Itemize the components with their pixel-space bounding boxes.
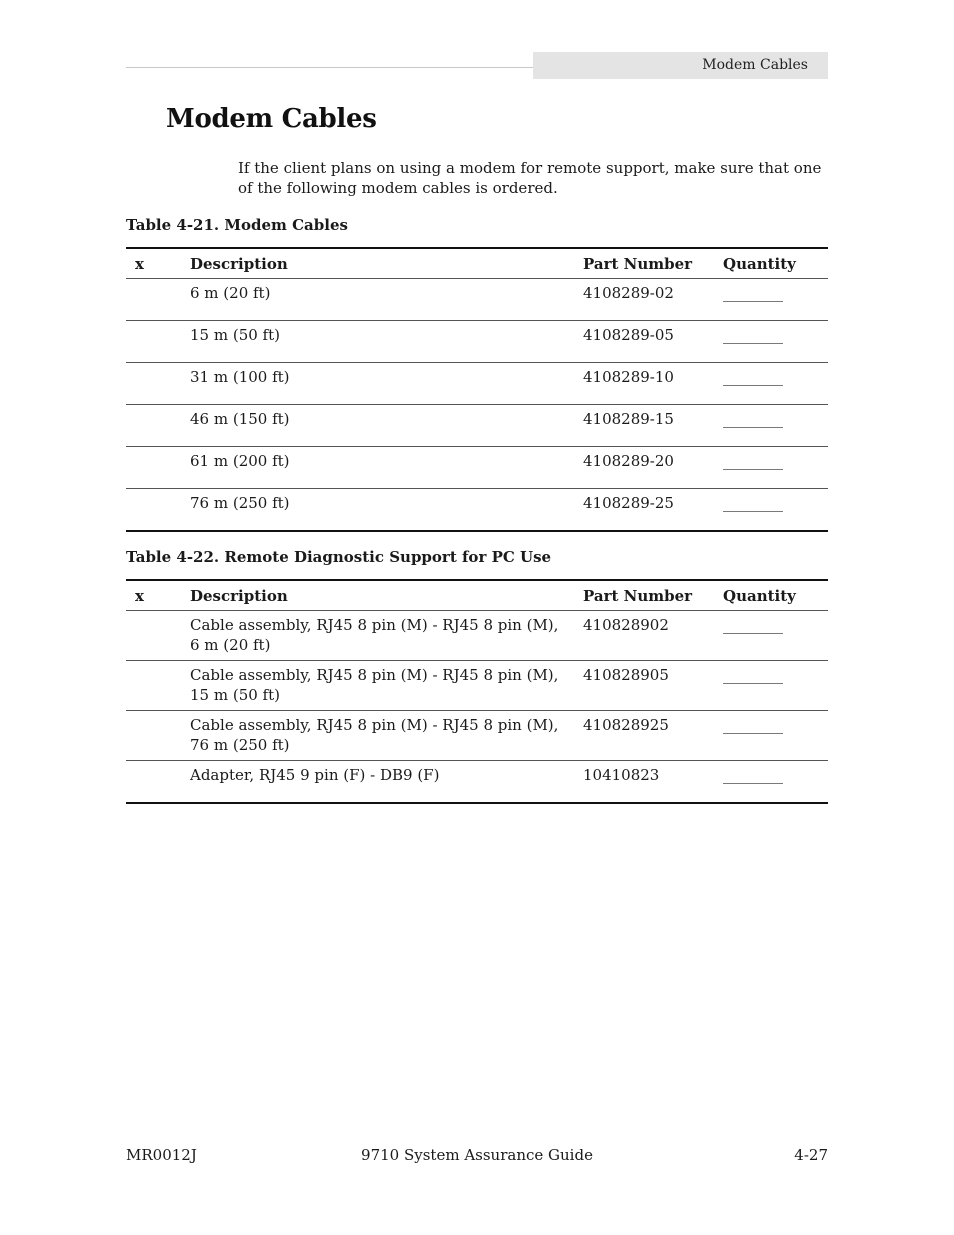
row-part-number: 410828902 <box>583 611 723 661</box>
table-row <box>126 761 828 803</box>
row-description <box>190 661 583 711</box>
modem-cables-table <box>126 247 828 532</box>
column-header-part-number: Part Number <box>583 248 723 279</box>
row-part-number: 4108289-25 <box>583 489 723 531</box>
row-description: 61 m (200 ft) <box>190 447 583 489</box>
running-header-tab: Modem Cables <box>533 52 828 79</box>
table-22-caption: Table 4-22. Remote Diagnostic Support for PC Use <box>126 548 552 566</box>
row-part-number: 410828925 <box>583 711 723 761</box>
remote-diagnostic-support-table <box>126 579 828 804</box>
page-title: Modem Cables <box>166 104 377 134</box>
row-description: 31 m (100 ft) <box>190 363 583 405</box>
column-header-x: x <box>126 248 190 279</box>
row-check-cell[interactable] <box>126 711 190 761</box>
row-part-number: 4108289-02 <box>583 279 723 321</box>
table-21-caption: Table 4-21. Modem Cables <box>126 216 348 234</box>
table-row <box>126 611 828 661</box>
row-description-line-1: Cable assembly, RJ45 8 pin (M) - RJ45 8 pin (M), <box>190 716 559 734</box>
row-description-line-1: Adapter, RJ45 9 pin (F) - DB9 (F) <box>190 766 440 784</box>
table-row <box>126 489 828 531</box>
table-header-row <box>126 248 828 279</box>
row-quantity-blank[interactable]: ________ <box>723 711 828 761</box>
table-row <box>126 661 828 711</box>
row-check-cell[interactable] <box>126 661 190 711</box>
row-description <box>190 611 583 661</box>
row-description: 15 m (50 ft) <box>190 321 583 363</box>
row-check-cell[interactable] <box>126 611 190 661</box>
row-description-line-2: 15 m (50 ft) <box>190 686 280 704</box>
row-quantity-blank[interactable]: ________ <box>723 405 828 447</box>
row-quantity-blank[interactable]: ________ <box>723 321 828 363</box>
row-description: 46 m (150 ft) <box>190 405 583 447</box>
row-check-cell[interactable] <box>126 363 190 405</box>
row-description-line-2: 76 m (250 ft) <box>190 736 290 754</box>
row-part-number: 410828905 <box>583 661 723 711</box>
row-quantity-blank[interactable]: ________ <box>723 661 828 711</box>
row-description <box>190 711 583 761</box>
table-header-row <box>126 580 828 611</box>
row-description: 76 m (250 ft) <box>190 489 583 531</box>
row-quantity-blank[interactable]: ________ <box>723 611 828 661</box>
row-part-number: 4108289-10 <box>583 363 723 405</box>
row-description-line-1: Cable assembly, RJ45 8 pin (M) - RJ45 8 pin (M), <box>190 666 559 684</box>
table-row <box>126 321 828 363</box>
footer-doc-title: 9710 System Assurance Guide <box>361 1146 593 1164</box>
column-header-description: Description <box>190 248 583 279</box>
row-part-number: 4108289-20 <box>583 447 723 489</box>
column-header-description: Description <box>190 580 583 611</box>
row-check-cell[interactable] <box>126 279 190 321</box>
row-check-cell[interactable] <box>126 447 190 489</box>
column-header-x: x <box>126 580 190 611</box>
row-part-number: 10410823 <box>583 761 723 803</box>
row-quantity-blank[interactable]: ________ <box>723 363 828 405</box>
row-quantity-blank[interactable]: ________ <box>723 489 828 531</box>
table-row <box>126 711 828 761</box>
footer-page-number: 4-27 <box>794 1146 828 1164</box>
row-description-line-1: Cable assembly, RJ45 8 pin (M) - RJ45 8 pin (M), <box>190 616 559 634</box>
table-row <box>126 447 828 489</box>
intro-paragraph: If the client plans on using a modem for remote support, make sure that one of the following modem cables is ordered. <box>238 159 822 197</box>
row-check-cell[interactable] <box>126 761 190 803</box>
row-quantity-blank[interactable]: ________ <box>723 447 828 489</box>
column-header-quantity: Quantity <box>723 248 828 279</box>
row-check-cell[interactable] <box>126 405 190 447</box>
header-rule <box>126 67 534 68</box>
row-quantity-blank[interactable]: ________ <box>723 761 828 803</box>
table-row <box>126 363 828 405</box>
row-part-number: 4108289-15 <box>583 405 723 447</box>
column-header-part-number: Part Number <box>583 580 723 611</box>
table-row <box>126 405 828 447</box>
row-quantity-blank[interactable]: ________ <box>723 279 828 321</box>
row-part-number: 4108289-05 <box>583 321 723 363</box>
row-description: 6 m (20 ft) <box>190 279 583 321</box>
row-description-line-2: 6 m (20 ft) <box>190 636 271 654</box>
row-check-cell[interactable] <box>126 321 190 363</box>
row-description <box>190 761 583 803</box>
row-check-cell[interactable] <box>126 489 190 531</box>
footer-doc-id: MR0012J <box>126 1146 197 1164</box>
table-row <box>126 279 828 321</box>
column-header-quantity: Quantity <box>723 580 828 611</box>
